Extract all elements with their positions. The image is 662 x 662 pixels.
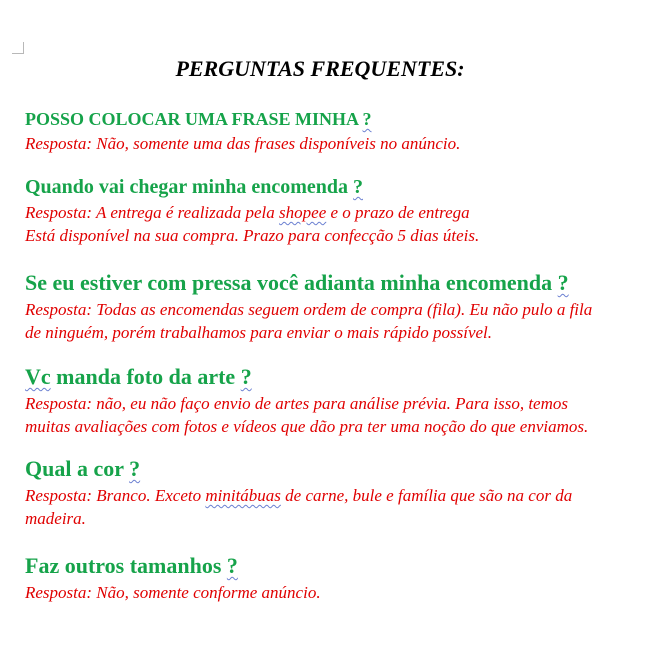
answer-line: de ninguém, porém trabalhamos para enviar o mais rápido possível. bbox=[25, 323, 493, 342]
page-title: PERGUNTAS FREQUENTES: bbox=[175, 56, 465, 81]
question-text: Quando vai chegar minha encomenda bbox=[25, 176, 348, 198]
faq-item-3 bbox=[25, 272, 655, 344]
answer-line: Resposta: Não, somente conforme anúncio. bbox=[25, 583, 321, 602]
question-mark: ? bbox=[362, 109, 372, 129]
faq-answer bbox=[25, 298, 655, 344]
answer-line: Está disponível na sua compra. Prazo para confecção 5 dias úteis. bbox=[25, 226, 480, 245]
answer-text: Resposta: A entrega é realizada pela bbox=[25, 203, 280, 222]
faq-item-6 bbox=[25, 555, 655, 604]
question-mark: ? bbox=[240, 364, 252, 389]
answer-line bbox=[25, 484, 655, 507]
answer-text: de carne, bule e família que são na cor da bbox=[280, 486, 573, 505]
question-mark: ? bbox=[129, 456, 141, 481]
question-text: POSSO COLOCAR UMA FRASE MINHA bbox=[25, 109, 359, 129]
faq-answer bbox=[25, 201, 655, 247]
faq-item-2 bbox=[25, 177, 655, 247]
faq-answer bbox=[25, 392, 655, 438]
answer-line: Resposta: Não, somente uma das frases disponíveis no anúncio. bbox=[25, 134, 461, 153]
faq-item-4 bbox=[25, 366, 655, 438]
paragraph-corner-mark bbox=[12, 42, 24, 54]
question-text: Qual a cor bbox=[25, 456, 124, 481]
faq-question bbox=[25, 555, 655, 577]
faq-item-5 bbox=[25, 458, 655, 530]
spellcheck-flagged-word: minitábuas bbox=[205, 486, 281, 505]
faq-question bbox=[25, 177, 655, 197]
faq-answer bbox=[25, 484, 655, 530]
answer-line bbox=[25, 201, 655, 224]
faq-question bbox=[25, 272, 655, 294]
answer-text: e o prazo de entrega bbox=[326, 203, 470, 222]
faq-item-1 bbox=[25, 110, 655, 155]
faq-question bbox=[25, 366, 655, 388]
faq-answer bbox=[25, 132, 655, 155]
question-text: manda foto da arte bbox=[50, 364, 236, 389]
faq-question bbox=[25, 110, 655, 128]
answer-line: Resposta: Todas as encomendas seguem ordem de compra (fila). Eu não pulo a fila bbox=[25, 300, 593, 319]
answer-line: madeira. bbox=[25, 509, 86, 528]
faq-question bbox=[25, 458, 655, 480]
answer-line: Resposta: não, eu não faço envio de artes para análise prévia. Para isso, temos bbox=[25, 394, 568, 413]
question-text: Se eu estiver com pressa você adianta minha encomenda bbox=[25, 270, 553, 295]
faq-answer bbox=[25, 581, 655, 604]
spellcheck-flagged-word: shopee bbox=[279, 203, 327, 222]
question-text: Faz outros tamanhos bbox=[25, 553, 222, 578]
question-mark: ? bbox=[557, 270, 569, 295]
question-mark: ? bbox=[226, 553, 238, 578]
question-mark: ? bbox=[353, 176, 363, 198]
spellcheck-flagged-word: Vc bbox=[25, 364, 51, 389]
answer-text: Resposta: Branco. Exceto bbox=[25, 486, 206, 505]
answer-line: muitas avaliações com fotos e vídeos que dão pra ter uma noção do que enviamos. bbox=[25, 417, 589, 436]
